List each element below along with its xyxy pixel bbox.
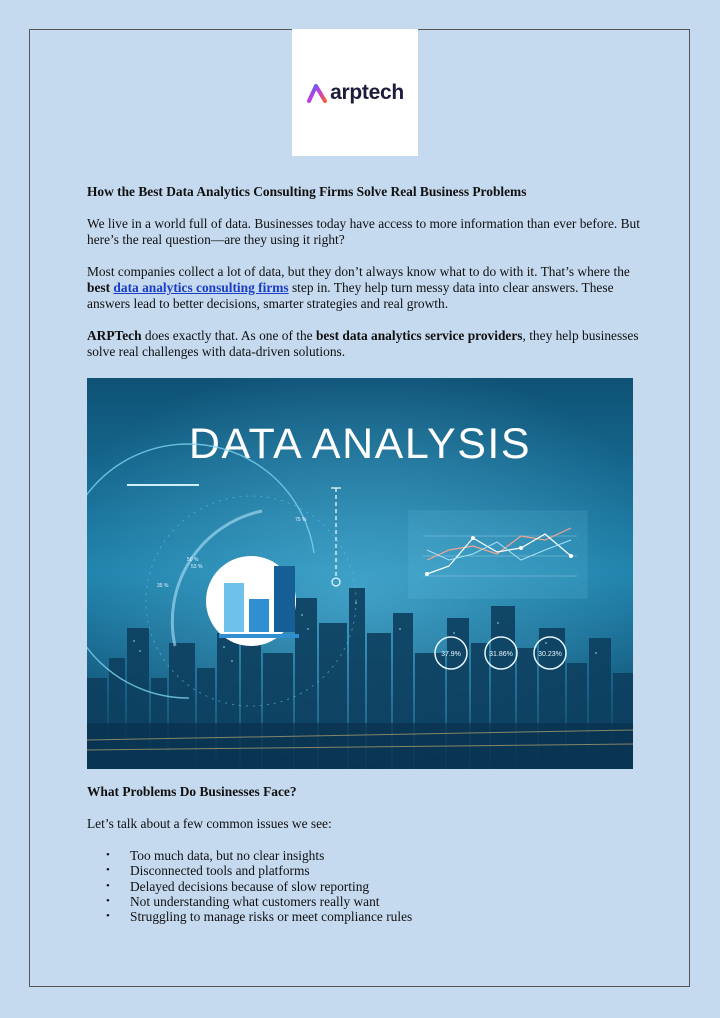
arptech-logo (306, 81, 404, 105)
data-analysis-hero-image (87, 378, 633, 769)
bullet-icon: • (106, 894, 110, 907)
ring-label-35: 35 % (157, 583, 169, 589)
list-item-text: Struggling to manage risks or meet compliance rules (130, 909, 413, 925)
ring-label-50: 50 % (187, 557, 199, 563)
p2-best: best (87, 280, 111, 295)
stat-circle-2: 31.86% (489, 651, 513, 658)
logo-box (292, 29, 418, 156)
consulting-firms-link[interactable]: data analytics consulting firms (113, 280, 289, 295)
list-item-text: Not understanding what customers really want (130, 893, 380, 909)
bullet-icon: • (106, 864, 110, 877)
bullet-icon: • (106, 849, 110, 861)
ring-label-53: 53 % (191, 564, 203, 570)
problems-list (87, 848, 647, 924)
hero-headline: DATA ANALYSIS (188, 420, 532, 468)
list-item-text: Too much data, but no clear insights (130, 848, 325, 863)
p3-bold: best data analytics service providers (315, 328, 523, 343)
list-item (106, 863, 647, 879)
arptech-logo-icon (306, 83, 328, 103)
list-item (106, 893, 647, 909)
list-item (106, 878, 647, 894)
section-heading: What Problems Do Businesses Face? (87, 784, 297, 799)
p2-text-b: step in. They help turn messy data into clear answers. These answers lead to better decisions, smarter strategies and real growth. (87, 280, 614, 311)
article-title: How the Best Data Analytics Consulting Firms Solve Real Business Problems (87, 184, 527, 199)
line-chart-panel (409, 511, 587, 598)
ring-label-75: 75 % (295, 517, 307, 523)
bullet-icon: • (106, 910, 110, 923)
list-item-text: Disconnected tools and platforms (130, 863, 310, 879)
stat-circle-1: 37.9% (441, 651, 461, 658)
logo-text: arptech (330, 80, 404, 104)
p2-text-a: Most companies collect a lot of data, but they don’t always know what to do with it. That’s where the (87, 264, 630, 279)
section-intro: Let’s talk about a few common issues we see: (87, 816, 332, 831)
p3-text-b: , they help businesses solve real challenges with data-driven solutions. (87, 328, 639, 359)
stat-circle-3: 30.23% (538, 651, 562, 658)
list-item (106, 909, 647, 925)
p3-text-a: does exactly that. As one of the (141, 328, 316, 343)
arptech-brand: ARPTech (87, 328, 142, 343)
list-item (106, 848, 647, 863)
problems-section (87, 784, 647, 924)
paragraph-arptech (87, 328, 647, 360)
paragraph-consulting (87, 264, 647, 312)
paragraph-intro: We live in a world full of data. Businesses today have access to more information than ever before. But here’s the real question—are they using it right? (87, 216, 640, 247)
list-item-text: Delayed decisions because of slow reporting (130, 878, 370, 894)
bullet-icon: • (106, 879, 110, 892)
article-body (87, 184, 647, 376)
